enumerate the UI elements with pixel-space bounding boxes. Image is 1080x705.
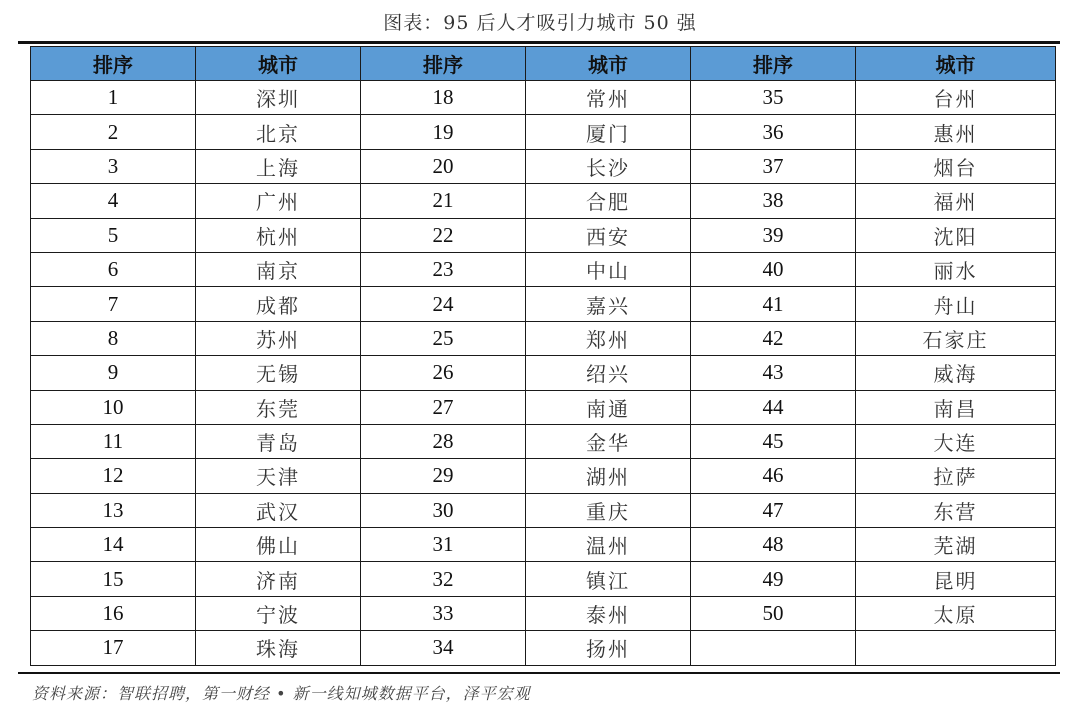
header-city-1: 城市 [196,47,361,81]
city-cell: 济南 [196,562,361,596]
rank-cell: 30 [361,493,526,527]
header-city-2: 城市 [526,47,691,81]
city-cell: 湖州 [526,459,691,493]
city-cell: 青岛 [196,424,361,458]
rank-cell: 24 [361,287,526,321]
table-row [31,81,1056,115]
city-cell: 台州 [856,81,1056,115]
rank-cell: 28 [361,424,526,458]
city-cell: 合肥 [526,184,691,218]
rank-cell: 42 [691,321,856,355]
rank-cell: 6 [31,252,196,286]
city-cell: 南京 [196,252,361,286]
table-row [31,596,1056,630]
rank-cell: 18 [361,81,526,115]
city-cell: 舟山 [856,287,1056,321]
rank-cell: 48 [691,528,856,562]
city-cell: 金华 [526,424,691,458]
city-cell: 西安 [526,218,691,252]
city-cell: 南昌 [856,390,1056,424]
city-cell: 厦门 [526,115,691,149]
rank-cell: 15 [31,562,196,596]
city-cell: 佛山 [196,528,361,562]
city-ranking-table [30,46,1056,666]
city-cell: 丽水 [856,252,1056,286]
rank-cell: 22 [361,218,526,252]
table-row [31,218,1056,252]
rank-cell: 23 [361,252,526,286]
city-cell: 宁波 [196,596,361,630]
city-cell: 拉萨 [856,459,1056,493]
rank-cell: 46 [691,459,856,493]
rank-cell: 26 [361,356,526,390]
table-row [31,184,1056,218]
rank-cell: 37 [691,149,856,183]
table-title: 图表：95 后人才吸引力城市 50 强 [383,12,697,34]
table-row [31,528,1056,562]
city-cell: 惠州 [856,115,1056,149]
rank-cell: 2 [31,115,196,149]
city-cell: 烟台 [856,149,1056,183]
rank-cell: 19 [361,115,526,149]
header-rank-1: 排序 [31,47,196,81]
city-cell: 威海 [856,356,1056,390]
table-row [31,252,1056,286]
city-cell: 泰州 [526,596,691,630]
city-cell: 昆明 [856,562,1056,596]
rank-cell: 12 [31,459,196,493]
rank-cell: 38 [691,184,856,218]
rank-cell: 47 [691,493,856,527]
header-city-3: 城市 [856,47,1056,81]
rank-cell: 20 [361,149,526,183]
rank-cell: 3 [31,149,196,183]
city-cell: 郑州 [526,321,691,355]
city-cell: 东莞 [196,390,361,424]
city-cell: 成都 [196,287,361,321]
rank-cell: 29 [361,459,526,493]
rank-cell: 1 [31,81,196,115]
top-rule [18,41,1060,44]
rank-cell: 5 [31,218,196,252]
rank-cell: 33 [361,596,526,630]
city-cell: 长沙 [526,149,691,183]
city-cell: 嘉兴 [526,287,691,321]
city-cell [856,631,1056,665]
city-cell: 天津 [196,459,361,493]
table-row [31,149,1056,183]
city-cell: 石家庄 [856,321,1056,355]
rank-cell: 44 [691,390,856,424]
rank-cell: 17 [31,631,196,665]
rank-cell: 43 [691,356,856,390]
table-row [31,321,1056,355]
rank-cell: 4 [31,184,196,218]
rank-cell: 41 [691,287,856,321]
rank-cell [691,631,856,665]
city-cell: 常州 [526,81,691,115]
rank-cell: 36 [691,115,856,149]
table-row [31,115,1056,149]
rank-cell: 7 [31,287,196,321]
rank-cell: 49 [691,562,856,596]
city-cell: 太原 [856,596,1056,630]
city-cell: 中山 [526,252,691,286]
rank-cell: 39 [691,218,856,252]
table-row [31,356,1056,390]
city-cell: 上海 [196,149,361,183]
rank-cell: 31 [361,528,526,562]
table-row [31,424,1056,458]
rank-cell: 9 [31,356,196,390]
city-cell: 南通 [526,390,691,424]
table-row [31,493,1056,527]
city-cell: 沈阳 [856,218,1056,252]
rank-cell: 27 [361,390,526,424]
rank-cell: 50 [691,596,856,630]
rank-cell: 8 [31,321,196,355]
rank-cell: 14 [31,528,196,562]
source-note: 资料来源：智联招聘，第一财经 • 新一线知城数据平台，泽平宏观 [32,684,531,703]
city-cell: 芜湖 [856,528,1056,562]
rank-cell: 25 [361,321,526,355]
rank-cell: 21 [361,184,526,218]
header-rank-3: 排序 [691,47,856,81]
city-cell: 扬州 [526,631,691,665]
table-row [31,459,1056,493]
city-cell: 绍兴 [526,356,691,390]
city-cell: 镇江 [526,562,691,596]
rank-cell: 16 [31,596,196,630]
table-body [31,81,1056,666]
city-cell: 北京 [196,115,361,149]
city-cell: 苏州 [196,321,361,355]
city-cell: 重庆 [526,493,691,527]
bottom-rule [18,672,1060,674]
rank-cell: 35 [691,81,856,115]
table-row [31,562,1056,596]
city-cell: 福州 [856,184,1056,218]
city-cell: 无锡 [196,356,361,390]
table-row [31,631,1056,665]
rank-cell: 10 [31,390,196,424]
city-cell: 珠海 [196,631,361,665]
header-row [31,47,1056,81]
city-cell: 杭州 [196,218,361,252]
rank-cell: 40 [691,252,856,286]
rank-cell: 11 [31,424,196,458]
rank-cell: 32 [361,562,526,596]
city-cell: 大连 [856,424,1056,458]
rank-cell: 34 [361,631,526,665]
city-cell: 温州 [526,528,691,562]
table-row [31,287,1056,321]
header-rank-2: 排序 [361,47,526,81]
rank-cell: 45 [691,424,856,458]
city-cell: 广州 [196,184,361,218]
rank-cell: 13 [31,493,196,527]
city-cell: 东营 [856,493,1056,527]
city-cell: 武汉 [196,493,361,527]
table-row [31,390,1056,424]
city-cell: 深圳 [196,81,361,115]
